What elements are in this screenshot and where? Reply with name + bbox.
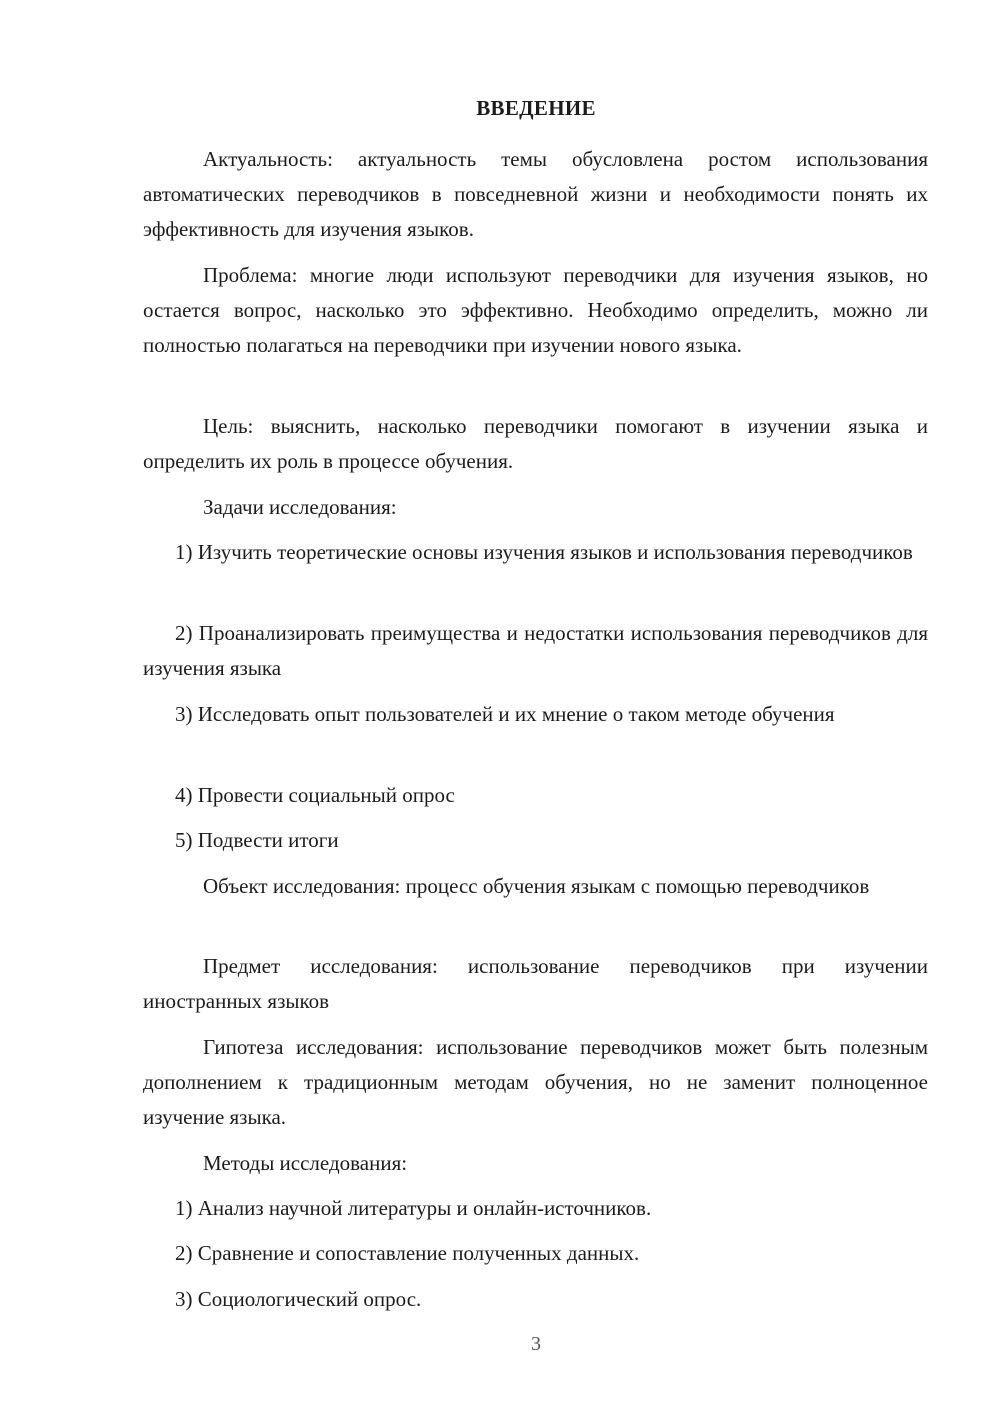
relevance-paragraph: Актуальность: актуальность темы обусловлена ростом использования автоматических переводчиков в повседневной жизни и необходимости понять их эффективность для изучения языков. <box>143 147 928 241</box>
page-number: 3 <box>531 1333 541 1355</box>
tasks-label: Задачи исследования: <box>203 495 397 519</box>
method-item: 2) Сравнение и сопоставление полученных данных. <box>175 1241 640 1265</box>
problem-paragraph: Проблема: многие люди используют переводчики для изучения языков, но остается вопрос, насколько это эффективно. Необходимо определить, можно ли полностью полагаться на переводчики при изучении нового языка. <box>143 263 928 357</box>
task-item: 1) Изучить теоретические основы изучения языков и использования переводчиков <box>175 540 913 564</box>
method-item: 1) Анализ научной литературы и онлайн-источников. <box>175 1196 652 1220</box>
task-item: 2) Проанализировать преимущества и недостатки использования переводчиков для изучения языка <box>143 621 928 680</box>
goal-paragraph: Цель: выяснить, насколько переводчики помогают в изучении языка и определить их роль в процессе обучения. <box>143 414 928 473</box>
object-paragraph: Объект исследования: процесс обучения языкам с помощью переводчиков <box>203 874 870 898</box>
task-item: 4) Провести социальный опрос <box>175 783 455 807</box>
hypothesis-paragraph: Гипотеза исследования: использование переводчиков может быть полезным дополнением к традиционным методам обучения, но не заменит полноценное изучение языка. <box>143 1035 928 1129</box>
methods-label: Методы исследования: <box>203 1151 408 1175</box>
page-heading: ВВЕДЕНИЕ <box>476 96 596 120</box>
task-item: 5) Подвести итоги <box>175 828 339 852</box>
method-item: 3) Социологический опрос. <box>175 1287 422 1311</box>
subject-paragraph: Предмет исследования: использование переводчиков при изучении иностранных языков <box>143 954 928 1013</box>
task-item: 3) Исследовать опыт пользователей и их мнение о таком методе обучения <box>175 702 835 726</box>
